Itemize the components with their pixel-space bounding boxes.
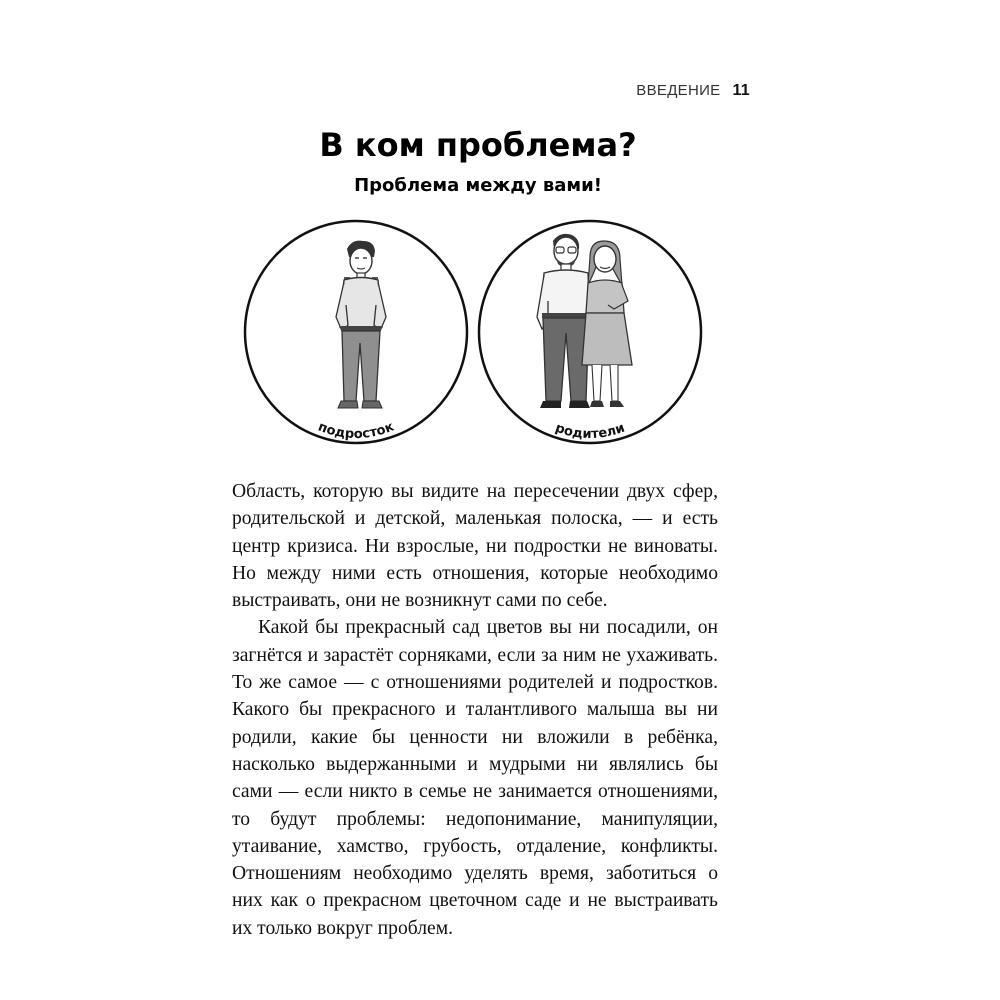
page-number: 11 <box>732 82 750 99</box>
body-text <box>232 478 718 942</box>
venn-svg <box>240 205 710 465</box>
page-title: В ком проблема? <box>319 126 637 164</box>
page-subtitle: Проблема между вами! <box>354 175 602 196</box>
running-head <box>636 82 750 100</box>
parents-label: родители <box>553 420 627 443</box>
father-figure <box>537 234 590 408</box>
paragraph: Область, которую вы видите на пересечении двух сфер, родительской и детской, маленькая полоска, — и есть центр кризиса. Ни взрослые, ни подростки не виноваты. Но между ними есть отношения, которые необходимо выстраивать, они не возникнут сами по себе. <box>232 481 718 612</box>
teen-label: подросток <box>315 419 397 443</box>
mother-figure <box>582 241 632 407</box>
venn-diagram <box>240 205 710 465</box>
section-name: ВВЕДЕНИЕ <box>636 82 721 99</box>
teen-figure <box>336 241 386 408</box>
paragraph: Какой бы прекрасный сад цветов вы ни посадили, он загнётся и зарастёт сорняками, если за ним не ухаживать. То же самое — с отношениями родителей и подростков. Какого бы прекрасного и талантливого малыша вы ни родили, какие бы ценности ни вложили в ребёнка, насколько выдержанными и мудрыми ни являлись бы сами — если никто в семье не занимается отношениями, то будут проблемы: недопонимание, манипуляции, утаивание, хамство, грубость, отдаление, конфликты. Отношениям необходимо уделять время, заботиться о них как о прекрасном цветочном саде и не выстраивать их только вокруг проблем. <box>232 617 718 939</box>
